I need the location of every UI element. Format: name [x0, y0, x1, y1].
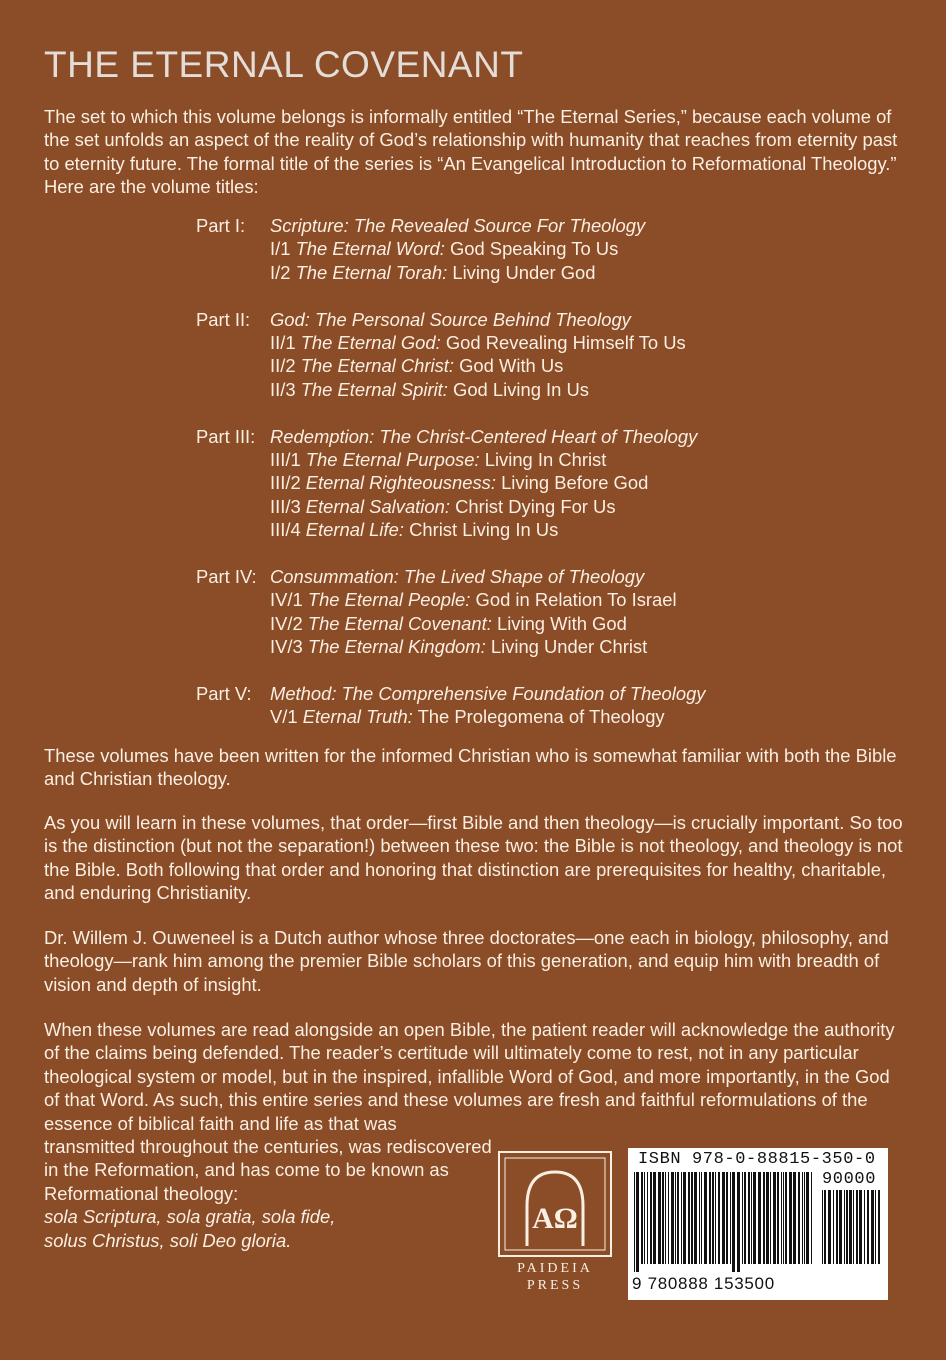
barcode-bar [839, 1190, 842, 1264]
solas-line-1: sola Scriptura, sola gratia, sola fide, [44, 1206, 336, 1228]
series-part [196, 565, 706, 659]
barcode-bar [766, 1172, 769, 1264]
barcode-bar [712, 1172, 714, 1264]
part-label: Part I: [196, 215, 246, 236]
barcode-bar [773, 1172, 776, 1264]
barcode-bar [802, 1172, 803, 1264]
barcode-bar [683, 1172, 686, 1264]
volume-entry [196, 612, 706, 635]
barcode-bar [798, 1172, 800, 1264]
part-heading [196, 425, 706, 448]
part-heading [196, 565, 706, 588]
volume-name: The Eternal Word: [295, 238, 445, 260]
barcode-bar [806, 1172, 809, 1264]
volume-name: The Eternal Spirit: [300, 378, 448, 400]
barcode-bar [699, 1172, 700, 1264]
publisher-name [497, 1260, 613, 1294]
volume-subtitle: Living With God [496, 612, 627, 634]
barcode-bar [732, 1172, 735, 1272]
barcode-bar [715, 1172, 716, 1264]
solas-line-2: solus Christus, soli Deo gloria. [44, 1229, 292, 1251]
volume-entry [196, 448, 706, 471]
volume-name: The Eternal Kingdom: [307, 636, 486, 658]
barcode-bar [709, 1172, 711, 1264]
barcode-bar [824, 1190, 826, 1264]
barcode-bar [822, 1190, 823, 1264]
volume-entry [196, 588, 706, 611]
barcode-bar [722, 1172, 725, 1264]
part-title: Method: The Comprehensive Foundation of Theology [270, 683, 706, 705]
barcode-bar [781, 1172, 782, 1264]
barcode-bar [789, 1172, 792, 1264]
conclusion-continued-text: transmitted throughout the centuries, was rediscovered in the Reformation, and has come to be known as Reformational theology: [44, 1136, 492, 1204]
series-part [196, 682, 706, 729]
series-part [196, 308, 706, 402]
series-part [196, 425, 706, 542]
barcode-bar [793, 1172, 796, 1264]
part-heading [196, 308, 706, 331]
barcode-bar [859, 1190, 862, 1264]
volume-number: III/4 [270, 519, 301, 541]
barcode-bar [671, 1172, 674, 1264]
volume-subtitle: The Prolegomena of Theology [417, 706, 665, 728]
volume-subtitle: Christ Dying For Us [455, 495, 616, 517]
barcode-bar [811, 1172, 812, 1264]
part-title: Scripture: The Revealed Source For Theology [270, 215, 646, 236]
volume-name: Eternal Salvation: [305, 495, 450, 517]
cover-title: THE ETERNAL COVENANT [44, 44, 524, 85]
volume-entry [196, 237, 706, 260]
barcode-bar [753, 1172, 756, 1264]
barcode-bar [777, 1172, 779, 1264]
volume-entry [196, 495, 706, 518]
conclusion-paragraph-continued [44, 1135, 494, 1252]
part-label: Part III: [196, 425, 256, 447]
part-label: Part II: [196, 308, 251, 330]
volume-entry [196, 471, 706, 494]
barcode-bar [726, 1172, 728, 1264]
barcode-bar [770, 1172, 771, 1264]
barcode-bar [658, 1172, 661, 1264]
barcode-bar [748, 1172, 750, 1264]
barcode-bar [675, 1172, 676, 1264]
publisher-name-line2: PRESS [526, 1278, 584, 1293]
isbn-barcode [628, 1148, 888, 1300]
volume-subtitle: Living Under God [452, 261, 596, 283]
barcode-bar [653, 1172, 656, 1264]
barcode-bar [875, 1190, 876, 1264]
volume-number: I/2 [270, 261, 291, 283]
barcode-bar [737, 1172, 740, 1272]
volume-entry [196, 705, 706, 728]
barcode-bar [785, 1172, 787, 1264]
barcode-bar [742, 1172, 743, 1264]
barcode-bar [688, 1172, 690, 1264]
barcode-bar [783, 1172, 784, 1264]
barcode-bar [701, 1172, 702, 1264]
volume-subtitle: God Speaking To Us [449, 238, 619, 260]
publisher-name-line1: PAIDEIA [517, 1261, 593, 1276]
barcode-bar [849, 1190, 852, 1264]
audience-paragraph: These volumes have been written for the informed Christian who is somewhat familiar with both the Bible and Christian theology. [44, 745, 897, 790]
author-paragraph: Dr. Willem J. Ouweneel is a Dutch author whose three doctorates—one each in biology, philosophy, and theology—rank him among the premier Bible scholars of this generation, and equip him with breadth of vision and depth of insight. [44, 927, 889, 995]
volume-name: Eternal Righteousness: [305, 472, 496, 494]
barcode-bar [763, 1172, 765, 1264]
barcode-bar [718, 1172, 720, 1264]
barcode-bar [836, 1190, 838, 1264]
barcode-bar [758, 1172, 761, 1264]
barcode-bar [751, 1172, 752, 1264]
isbn-label: ISBN 978-0-88815-350-0 [638, 1150, 876, 1169]
part-label: Part V: [196, 683, 252, 705]
volume-name: The Eternal People: [307, 589, 471, 611]
barcode-bar [677, 1172, 679, 1264]
publisher-monogram: ΑΩ [532, 1202, 578, 1235]
volume-name: The Eternal Covenant: [307, 612, 492, 634]
volume-name: The Eternal God: [300, 332, 441, 354]
volume-number: II/3 [270, 378, 296, 400]
volume-number: IV/3 [270, 636, 303, 658]
volume-number: IV/2 [270, 612, 303, 634]
volume-entry [196, 261, 706, 284]
volume-number: III/2 [270, 472, 301, 494]
barcode-bar [694, 1172, 697, 1264]
volume-number: I/1 [270, 238, 291, 260]
volume-name: The Eternal Torah: [295, 261, 448, 283]
barcode-bar [647, 1172, 648, 1264]
barcode-bar [691, 1172, 693, 1264]
barcode-bar [853, 1190, 854, 1264]
part-title: Redemption: The Christ-Centered Heart of Theology [270, 425, 698, 447]
volume-number: V/1 [270, 706, 298, 728]
conclusion-paragraph: When these volumes are read alongside an open Bible, the patient reader will acknowledge the authority of the claims being defended. The reader’s certitude will ultimately come to rest, not in any particular theological system or model, but in the inspired, infallible Word of God, and more importantly, in the God of that Word. As such, this entire series and these volumes are fresh and faithful reformulations of the essence of biblical faith and life as that was [44, 1019, 895, 1134]
volume-subtitle: God Revealing Himself To Us [445, 332, 686, 354]
barcode-bar [644, 1172, 645, 1264]
part-heading [196, 214, 706, 237]
barcode-bar [662, 1172, 664, 1264]
barcode-bar [871, 1190, 874, 1264]
volume-list [196, 214, 706, 752]
volume-number: III/3 [270, 495, 301, 517]
barcode-bar [730, 1172, 731, 1264]
volume-subtitle: Living Before God [501, 472, 649, 494]
barcode-bar [665, 1172, 666, 1264]
addon-bars [820, 1190, 884, 1274]
barcode-bar [878, 1190, 880, 1264]
volume-name: Eternal Truth: [302, 706, 413, 728]
barcode-bar [867, 1190, 869, 1264]
series-part [196, 214, 706, 284]
order-paragraph: As you will learn in these volumes, that order—first Bible and then theology—is crucially important. So too is the distinction (but not the separation!) between these two: the Bible is not theology, and theology is not the Bible. Both following that order and honoring that distinction are prerequisites for healthy, charitable, and enduring Christianity. [44, 812, 903, 904]
volume-entry [196, 518, 706, 541]
barcode-bar [828, 1190, 831, 1264]
barcode-bar [636, 1172, 639, 1272]
barcode-bar [668, 1172, 669, 1264]
volume-subtitle: God in Relation To Israel [475, 589, 677, 611]
barcode-bar [641, 1172, 643, 1264]
volume-subtitle: God Living In Us [453, 378, 589, 400]
volume-subtitle: Living Under Christ [490, 636, 648, 658]
part-heading [196, 682, 706, 705]
volume-number: II/2 [270, 355, 296, 377]
barcode-bar [634, 1172, 635, 1272]
volume-number: IV/1 [270, 589, 303, 611]
barcode-bar [833, 1190, 834, 1264]
volume-name: The Eternal Christ: [300, 355, 454, 377]
barcode-bar [681, 1172, 682, 1264]
barcode-bar [650, 1172, 652, 1264]
barcode-bar [744, 1172, 746, 1264]
volume-number: III/1 [270, 449, 301, 471]
barcode-bar [846, 1190, 848, 1264]
barcode-bar [704, 1172, 707, 1264]
barcode-bar [864, 1190, 865, 1264]
part-label: Part IV: [196, 566, 257, 588]
price-addon-label: 90000 [822, 1170, 877, 1189]
volume-subtitle: Living In Christ [484, 449, 607, 471]
intro-paragraph: The set to which this volume belongs is informally entitled “The Eternal Series,” because each volume of the set unfolds an aspect of the reality of God’s relationship with humanity that reaches from eternity past to eternity future. The formal title of the series is “An Evangelical Introduction to Reformational Theology.” Here are the volume titles: [44, 106, 898, 198]
volume-number: II/1 [270, 332, 296, 354]
volume-entry [196, 378, 706, 401]
barcode-bar [844, 1190, 845, 1264]
volume-entry [196, 635, 706, 658]
volume-entry [196, 331, 706, 354]
volume-subtitle: God With Us [459, 355, 564, 377]
ean-digits: 9 780888 153500 [632, 1274, 775, 1293]
barcode-bar [804, 1172, 805, 1264]
barcode-bar [856, 1190, 858, 1264]
volume-name: The Eternal Purpose: [305, 449, 480, 471]
part-title: Consummation: The Lived Shape of Theology [270, 566, 645, 588]
volume-name: Eternal Life: [305, 519, 404, 541]
volume-entry [196, 354, 706, 377]
ean-bars [632, 1172, 816, 1274]
volume-subtitle: Christ Living In Us [409, 519, 559, 541]
part-title: God: The Personal Source Behind Theology [270, 308, 631, 330]
